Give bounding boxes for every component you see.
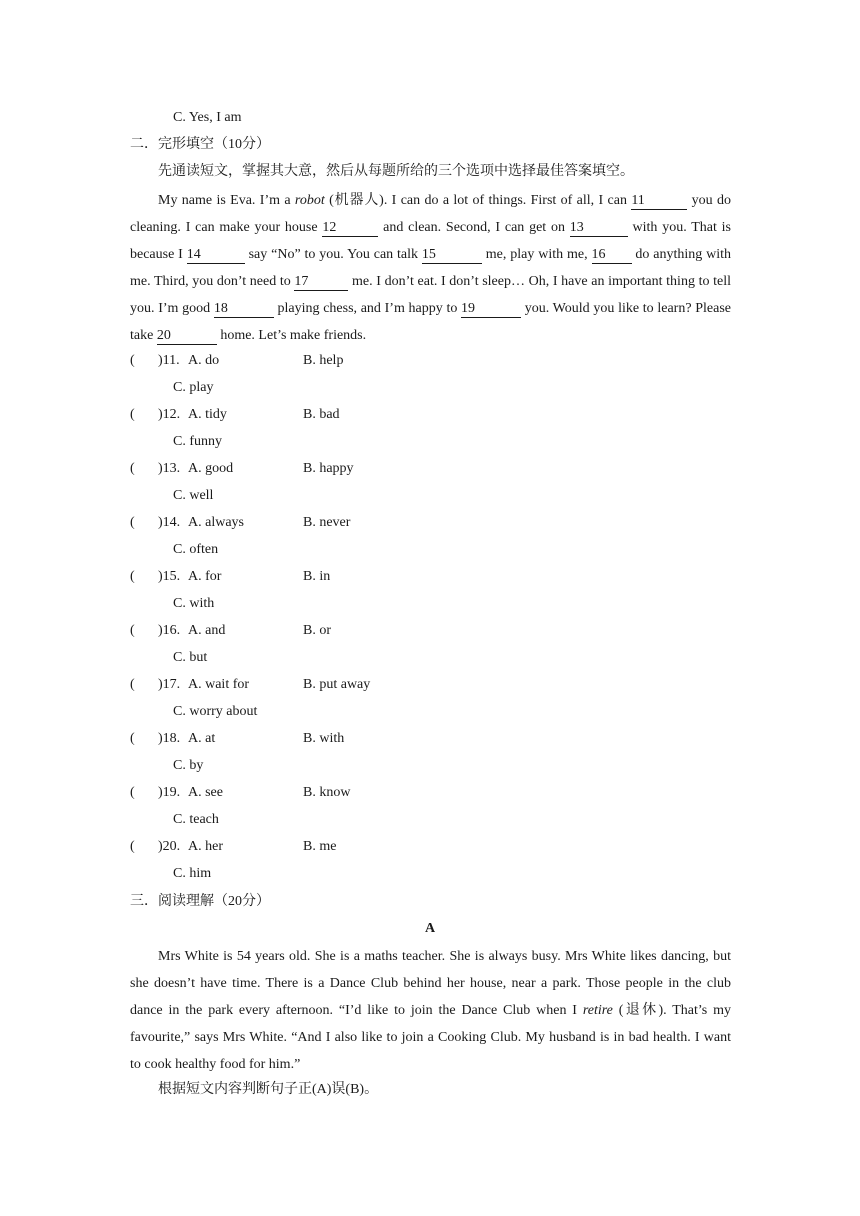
option-c: C. funny [173,434,222,449]
option-c: C. teach [173,812,219,827]
option-b: B. put away [303,677,371,692]
option-b: B. happy [303,461,354,476]
blank-19: 19 [461,301,521,318]
question-number: )16. [158,623,181,638]
option-c: C. but [173,650,208,665]
option-a: A. see [188,785,223,800]
passage-text: and clean. Second, I can get on [378,220,570,235]
passage-text: do anything with me. Third, you don’t need to [130,247,732,289]
option-b: B. never [303,515,351,530]
option-b: B. or [303,623,331,638]
section-heading-reading: 三．阅读理解（20分） [130,894,270,909]
question-number: )11. [158,353,180,368]
option-a: A. do [188,353,220,368]
answer-paren[interactable]: ( [130,569,135,584]
answer-paren[interactable]: ( [130,461,135,476]
option-b: B. me [303,839,337,854]
question-11 [130,352,730,406]
option-c: C. with [173,596,215,611]
passage-text: My name is Eva. I’m a [158,193,295,208]
true-false-instruction: 根据短文内容判断句子正(A)误(B)。 [158,1082,379,1097]
question-number: )20. [158,839,181,854]
question-number: )15. [158,569,181,584]
question-12 [130,406,730,460]
blank-20: 20 [157,328,217,345]
answer-paren[interactable]: ( [130,677,135,692]
passage-text: (机器人). I can do a lot of things. First of all, I can [324,193,632,208]
question-19 [130,784,730,838]
blank-11: 11 [631,193,687,210]
answer-paren[interactable]: ( [130,731,135,746]
answer-paren[interactable]: ( [130,623,135,638]
question-number: )13. [158,461,181,476]
passage-text: say “No” to you. You can talk [244,247,422,262]
passage-text: me. I don’t eat. I don’t sleep… Oh, I have an important thing to tell you. I’m good [130,274,731,316]
option-a: A. tidy [188,407,227,422]
cloze-passage [130,187,731,349]
option-b: B. help [303,353,344,368]
option-c: C. worry about [173,704,258,719]
answer-paren[interactable]: ( [130,407,135,422]
question-number: )17. [158,677,181,692]
option-a: A. good [188,461,234,476]
passage-text-italic: retire [582,1003,613,1018]
question-number: )14. [158,515,181,530]
passage-text: playing chess, and I’m happy to [273,301,462,316]
option-c: C. him [173,866,212,881]
blank-12: 12 [322,220,378,237]
answer-paren[interactable]: ( [130,515,135,530]
answer-paren[interactable]: ( [130,353,135,368]
option-c: C. play [173,380,214,395]
question-16 [130,622,730,676]
blank-18: 18 [214,301,274,318]
option-b: B. bad [303,407,340,422]
passage-label-a: A [424,921,436,936]
blank-17: 17 [294,274,348,291]
option-c: C. by [173,758,204,773]
option-c: C. often [173,542,219,557]
option-c: C. well [173,488,214,503]
answer-paren[interactable]: ( [130,785,135,800]
previous-question-option: C. Yes, I am [173,110,242,125]
question-number: )12. [158,407,181,422]
question-13 [130,460,730,514]
section-heading-cloze: 二．完形填空（10分） [130,137,270,152]
option-b: B. with [303,731,345,746]
option-a: A. always [188,515,244,530]
answer-paren[interactable]: ( [130,839,135,854]
reading-passage-a [130,943,731,1078]
option-a: A. for [188,569,222,584]
passage-text: you. Would you like to learn? Please take [130,301,731,343]
blank-14: 14 [187,247,245,264]
option-a: A. and [188,623,226,638]
question-number: )18. [158,731,181,746]
passage-text-italic: robot [294,193,325,208]
option-b: B. know [303,785,351,800]
cloze-instruction: 先通读短文，掌握其大意，然后从每题所给的三个选项中选择最佳答案填空。 [158,164,634,179]
blank-16: 16 [592,247,632,264]
blank-13: 13 [570,220,628,237]
question-20 [130,838,730,892]
passage-text: you do cleaning. I can make your house [130,193,732,235]
question-number: )19. [158,785,181,800]
question-18 [130,730,730,784]
passage-text: home. Let’s make friends. [216,328,367,343]
question-17 [130,676,730,730]
passage-text: Mrs White is 54 years old. She is a maths teacher. She is always busy. Mrs White likes dancing, but she doesn’t have time. There is a Dance Club behind her house, near a park. Those people in the club dance in the park every afternoon. “I’d like to join the Dance Club when I [130,949,731,1018]
option-a: A. at [188,731,216,746]
question-14 [130,514,730,568]
passage-text: me, play with me, [481,247,592,262]
option-b: B. in [303,569,331,584]
question-15 [130,568,730,622]
passage-text: with you. That is because I [130,220,732,262]
blank-15: 15 [422,247,482,264]
passage-text: (退休). That’s my favourite,” says Mrs White. “And I also like to join a Cooking Club. My husband is in bad health. I want to cook healthy food for him.” [130,1003,731,1072]
option-a: A. wait for [188,677,250,692]
option-a: A. her [188,839,223,854]
